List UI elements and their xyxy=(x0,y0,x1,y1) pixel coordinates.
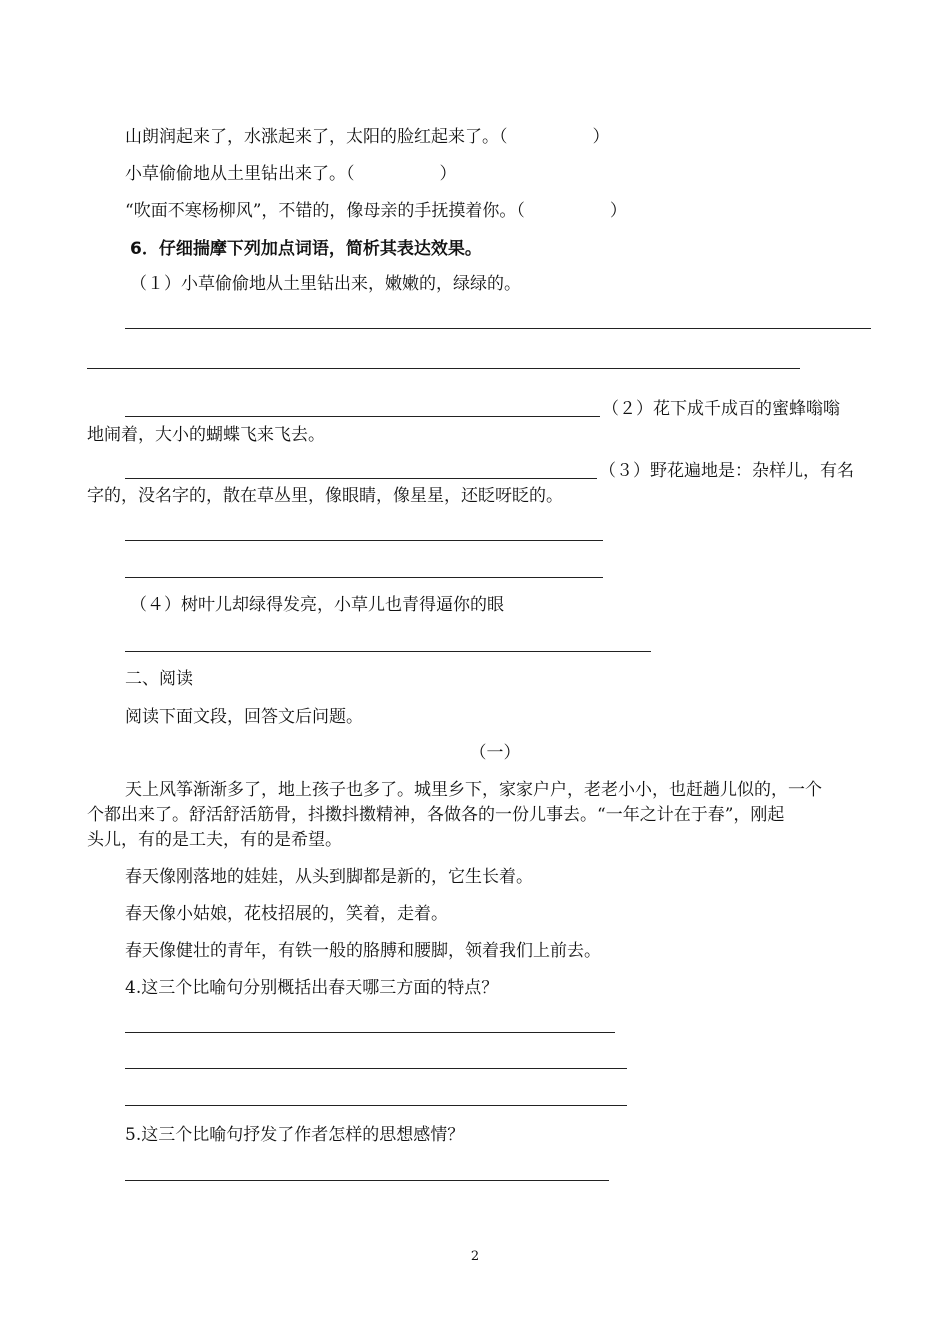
q5-item-2: 小草偷偷地从土里钻出来了。（ ） xyxy=(125,164,457,184)
section-heading: 二、阅读 xyxy=(125,669,193,689)
passage-line-2: 个都出来了。舒活舒活筋骨，抖擞抖擞精神，各做各的一份儿事去。“一年之计在于春”，刚起 xyxy=(87,805,785,825)
answer-line[interactable] xyxy=(125,478,597,479)
q6-item-1: （１）小草偷偷地从土里钻出来，嫩嫩的，绿绿的。 xyxy=(130,274,521,294)
q6-item-3-start: （３）野花遍地是：杂样儿，有名 xyxy=(599,461,854,481)
page-number: 2 xyxy=(470,1249,480,1264)
answer-line[interactable] xyxy=(125,416,600,417)
q6-item-3-cont: 字的，没名字的，散在草丛里，像眼睛，像星星，还眨呀眨的。 xyxy=(87,486,563,506)
part-label: （一） xyxy=(469,743,521,763)
answer-line[interactable] xyxy=(125,328,871,329)
q5-item-1: 山朗润起来了，水涨起来了，太阳的脸红起来了。（ ） xyxy=(125,127,610,147)
answer-line[interactable] xyxy=(125,540,603,541)
q6-item-2-cont: 地闹着，大小的蝴蝶飞来飞去。 xyxy=(87,425,325,445)
simile-2: 春天像小姑娘，花枝招展的，笑着，走着。 xyxy=(125,904,448,924)
simile-3: 春天像健壮的青年，有铁一般的胳膊和腰脚，领着我们上前去。 xyxy=(125,941,601,961)
answer-line[interactable] xyxy=(87,368,800,369)
answer-line[interactable] xyxy=(125,1180,609,1181)
q5-item-3: “吹面不寒杨柳风”，不错的，像母亲的手抚摸着你。（ ） xyxy=(125,201,627,221)
simile-1: 春天像刚落地的娃娃，从头到脚都是新的，它生长着。 xyxy=(125,867,533,887)
passage-line-1: 天上风筝渐渐多了，地上孩子也多了。城里乡下，家家户户，老老小小，也赶趟儿似的，一个 xyxy=(125,780,822,800)
q6-title: 6．仔细揣摩下列加点词语，简析其表达效果。 xyxy=(130,239,482,259)
section-instruction: 阅读下面文段，回答文后问题。 xyxy=(125,707,363,727)
q6-item-4: （４）树叶儿却绿得发亮，小草儿也青得逼你的眼 xyxy=(130,595,504,615)
answer-line[interactable] xyxy=(125,1032,615,1033)
answer-line[interactable] xyxy=(125,1105,627,1106)
answer-line[interactable] xyxy=(125,651,651,652)
answer-line[interactable] xyxy=(125,577,603,578)
q6-item-2-start: （２）花下成千成百的蜜蜂嗡嗡 xyxy=(602,399,840,419)
answer-line[interactable] xyxy=(125,1068,627,1069)
question-4: 4.这三个比喻句分别概括出春天哪三方面的特点？ xyxy=(125,978,499,998)
passage-line-3: 头儿，有的是工夫，有的是希望。 xyxy=(87,830,342,850)
question-5: 5.这三个比喻句抒发了作者怎样的思想感情？ xyxy=(125,1125,465,1145)
